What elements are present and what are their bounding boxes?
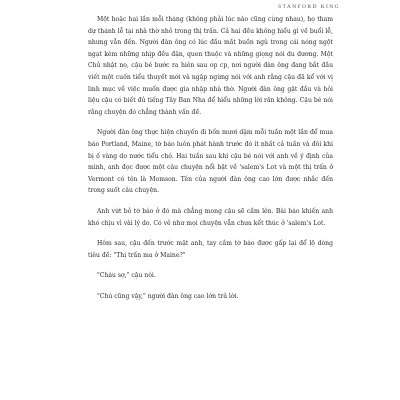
running-head: STANFORD KING (278, 4, 340, 10)
page-body (88, 14, 333, 302)
paragraph: Hôm sau, cậu đến trước mặt anh, tay cầm tờ báo được gấp lại để lộ dòng tiêu đề: "Thị trấn ma ở Maine?" (88, 240, 333, 259)
paragraph: Một hoặc hai lần mỗi tháng (không phải lúc nào cũng cùng nhau), họ tham dự thánh lễ tại nhà thờ nhỏ trong thị trấn. Cả hai đều không hiểu gì về buổi lễ, nhưng vẫn đến. Người đàn ông có lúc đầu mắt buồn ngủ trong cái nóng ngột ngạt kèm những nhịp đều đặn, quen thuộc và những giọng nói du dương. Một Chủ nhật nọ, cậu bé bước ra hiên sau op cp, nơi người đàn ông đang bắt đầu viết một cuốn tiểu thuyết mới và ngập ngừng nói với anh rằng cậu đã kể với vị linh mục về việc muốn được gia nhập nhà thờ. Người đàn ông gật đầu và hỏi liệu cậu có biết đủ tiếng Tây Ban Nha để hiểu những lời răn không. Cậu bé nói rằng chuyện đó chẳng thành vấn đề. (88, 16, 333, 116)
paragraph: "Chú cũng vậy," người đàn ông cao lớn trả lời. (97, 292, 239, 300)
paragraph: "Cháu sợ," cậu nói. (97, 272, 156, 280)
paragraph: Người đàn ông thực hiện chuyến đi bốn mươi dặm mỗi tuần một lần để mua báo Portland, Maine, tờ báo luôn phát hành trước đó ít nhất cả tuần và đôi khi bị ố vàng do nước tiểu chó. Hai tuần sau khi cậu bé nói với anh về ý định của mình, anh đọc được một câu chuyện nổi bật về 'salem's Lot và một thị trấn ở Vermont có tên là Momson. Tên của người đàn ông cao lớn được nhắc đến trong suốt câu chuyện. (88, 129, 333, 195)
paragraph: Anh vứt bỏ tờ báo ở đó mà chẳng mong cậu sẽ cầm lên. Bài báo khiến anh khó chịu vì vài lý do. Có vẻ như mọi chuyện vẫn chưa kết thúc ở 'salem's Lot. (88, 207, 333, 227)
